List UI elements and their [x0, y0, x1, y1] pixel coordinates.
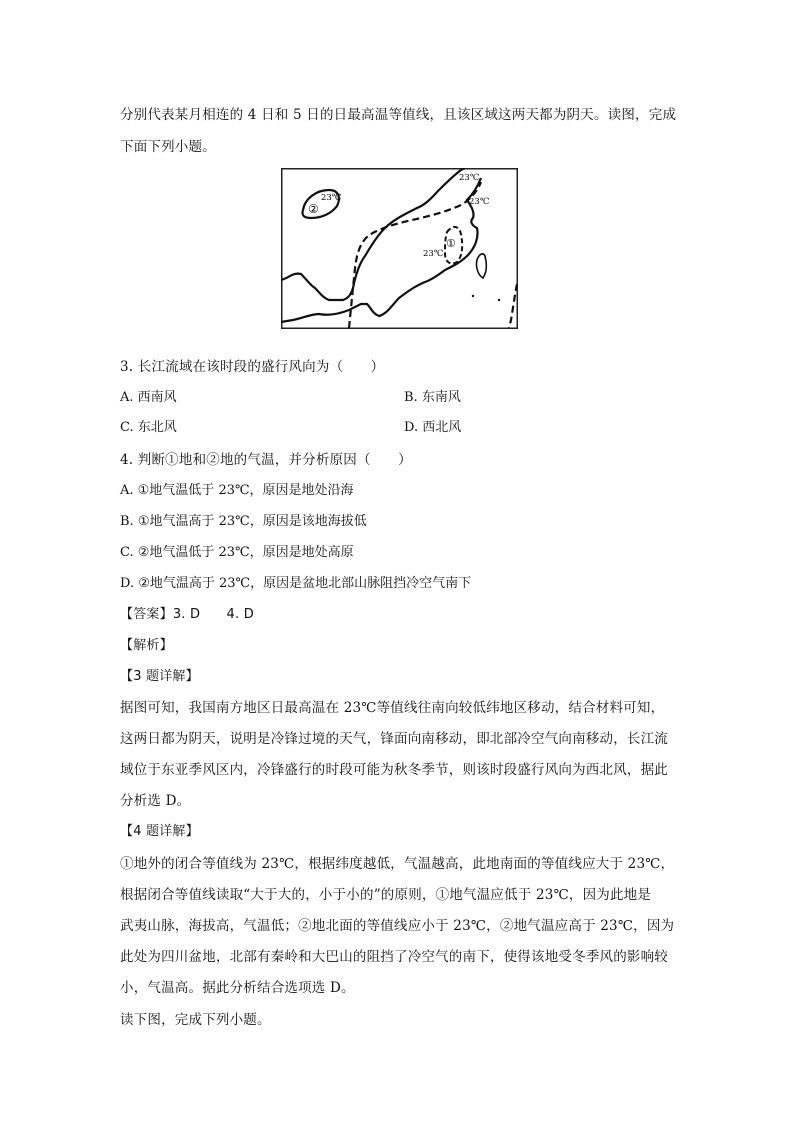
label-23c: 23℃ [469, 197, 490, 207]
detail3-line: 分析选 D。 [120, 793, 191, 809]
analysis-label: 【解析】 [120, 638, 173, 653]
island-dot [498, 299, 500, 301]
q3-stem: 3. 长江流域在该时段的盛行风向为（ ） [120, 359, 385, 375]
answer-line [120, 603, 254, 622]
label-23c: 23℃ [459, 173, 480, 183]
isotherm-map [281, 168, 518, 329]
detail3-line: 据图可知，我国南方地区日最高温在 23℃等值线往南向较低纬地区移动，结合材料可知， [120, 700, 665, 716]
detail3-label: 【3 题详解】 [120, 669, 199, 684]
q3-option-b: B. 东南风 [404, 390, 461, 405]
detail4-line: ①地外的闭合等值线为 23℃，根据纬度越低，气温越高，此地南面的等值线应大于 23℃， [120, 856, 675, 872]
label-23c: 23℃ [423, 249, 444, 259]
closing-line: 读下图，完成下列小题。 [120, 1012, 271, 1028]
q3-option-a: A. 西南风 [120, 390, 177, 405]
marker-1: ① [446, 237, 456, 250]
detail3-line: 域位于东亚季风区内，冷锋盛行的时段可能为秋冬季节，则该时段盛行风向为西北风，据此 [120, 762, 668, 778]
detail4-label: 【4 题详解】 [120, 824, 199, 839]
detail4-line: 根据闭合等值线读取“大于大的，小于小的”的原则，①地气温应低于 23℃，因为此地是 [120, 887, 652, 903]
q4-option-b: B. ①地气温高于 23℃，原因是该地海拔低 [120, 514, 367, 529]
detail3-line: 这两日都为阴天，说明是冷锋过境的天气，锋面向南移动，即北部冷空气向南移动，长江流 [120, 731, 668, 747]
label-23c: 23℃ [321, 193, 342, 203]
q3-option-d: D. 西北风 [404, 420, 462, 435]
detail4-line: 武夷山脉，海拔高，气温低；②地北面的等值线应小于 23℃，②地气温应高于 23℃，因为 [120, 918, 675, 934]
q3-option-c: C. 东北风 [120, 420, 177, 435]
detail4-line: 小，气温高。据此分析结合选项选 D。 [120, 980, 355, 996]
q4-stem: 4. 判断①地和②地的气温，并分析原因（ ） [120, 452, 412, 468]
q4-option-d: D. ②地气温高于 23℃，原因是盆地北部山脉阻挡冷空气南下 [120, 576, 472, 591]
island-dot [472, 295, 474, 297]
answer-text: 3. D 4. D [172, 607, 254, 622]
q4-option-c: C. ②地气温低于 23℃，原因是地处高原 [120, 545, 354, 560]
intro-line-1: 分别代表某月相连的 4 日和 5 日的日最高温等值线，且该区域这两天都为阴天。读图，完成 [120, 107, 677, 123]
marker-2: ② [308, 202, 319, 216]
q4-option-a: A. ①地气温低于 23℃，原因是地处沿海 [120, 483, 354, 498]
detail4-line: 此处为四川盆地，北部有秦岭和大巴山的阻挡了冷空气的南下，使得该地受冬季风的影响较 [120, 949, 668, 965]
intro-line-2: 下面下列小题。 [120, 139, 216, 155]
answer-label: 【答案】 [120, 607, 173, 622]
